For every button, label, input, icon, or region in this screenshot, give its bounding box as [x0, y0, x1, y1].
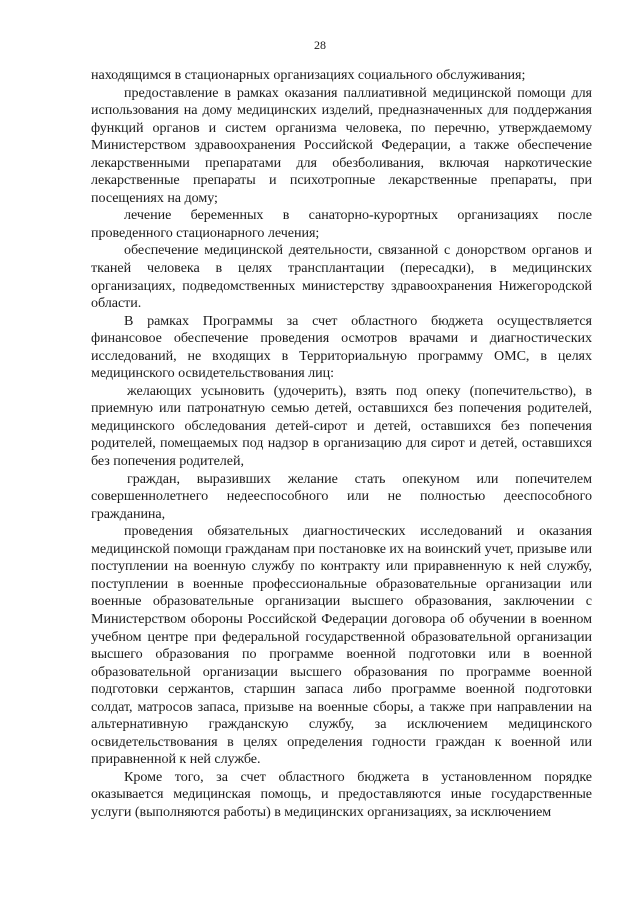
document-body — [91, 67, 592, 822]
paragraph-continuation: находящимся в стационарных организациях социального обслуживания; — [91, 67, 526, 83]
paragraph-pregnant-treatment: лечение беременных в санаторно-курортных организациях после проведенного стационарного лечения; — [91, 207, 592, 241]
page-number: 28 — [314, 38, 326, 52]
paragraph-palliative-devices: предоставление в рамках оказания паллиативной медицинской помощи для использования на дому медицинских изделий, предназначенных для поддержания функций органов и систем организма человека, по перечню, утверждаемому Министерством здравоохранения Российской Федерации, а также обеспечение лекарственными препаратами для обезболивания, включая наркотические лекарственные препараты и психотропные лекарственные препараты, при посещениях на дому; — [91, 84, 592, 206]
paragraph-program-funding: В рамках Программы за счет областного бюджета осуществляется финансовое обеспечение проведения осмотров врачами и диагностических исследований, не входящих в Территориальную программу ОМС, в целях медицинского освидетельствования лиц: — [91, 312, 592, 382]
paragraph-adoption: желающих усыновить (удочерить), взять под опеку (попечительство), в приемную или патронатную семью детей, оставшихся без попечения родителей, медицинского обследования детей-сирот и детей, оставшихся без попечения родителей, помещаемых под надзор в организацию для сирот и детей, оставшихся без попечения родителей, — [91, 382, 592, 470]
paragraph-additional-funding: Кроме того, за счет областного бюджета в установленном порядке оказывается медицинская помощь, и предоставляются иные государственные услуги (выполняются работы) в медицинских организациях, за исключением — [91, 768, 592, 820]
paragraph-guardianship: граждан, выразивших желание стать опекуном или попечителем совершеннолетнего недееспособного или не полностью дееспособного гражданина, — [91, 470, 592, 522]
paragraph-organ-donation: обеспечение медицинской деятельности, связанной с донорством органов и тканей человека в целях трансплантации (пересадки), в медицинских организациях, подведомственных министерству здравоохранения Нижегородской области. — [91, 242, 592, 312]
paragraph-military-registration: проведения обязательных диагностических исследований и оказания медицинской помощи гражданам при постановке их на воинский учет, призыве или поступлении на военную службу по контракту или приравненную к ней службу, поступлении в военные профессиональные образовательные организации или военные образовательные организации высшего образования, заключении с Министерством обороны Российской Федерации договора об обучении в военном учебном центре при федеральной государственной образовательной организации высшего образования по программе военной подготовки или в военной образовательной организации высшего образования по программе военной подготовки сержантов, старшин запаса либо программе военной подготовки солдат, матросов запаса, призыве на военные сборы, а также при направлении на альтернативную гражданскую службу, за исключением медицинского освидетельствования в целях определения годности граждан к военной или приравненной к ней службе. — [91, 523, 592, 768]
